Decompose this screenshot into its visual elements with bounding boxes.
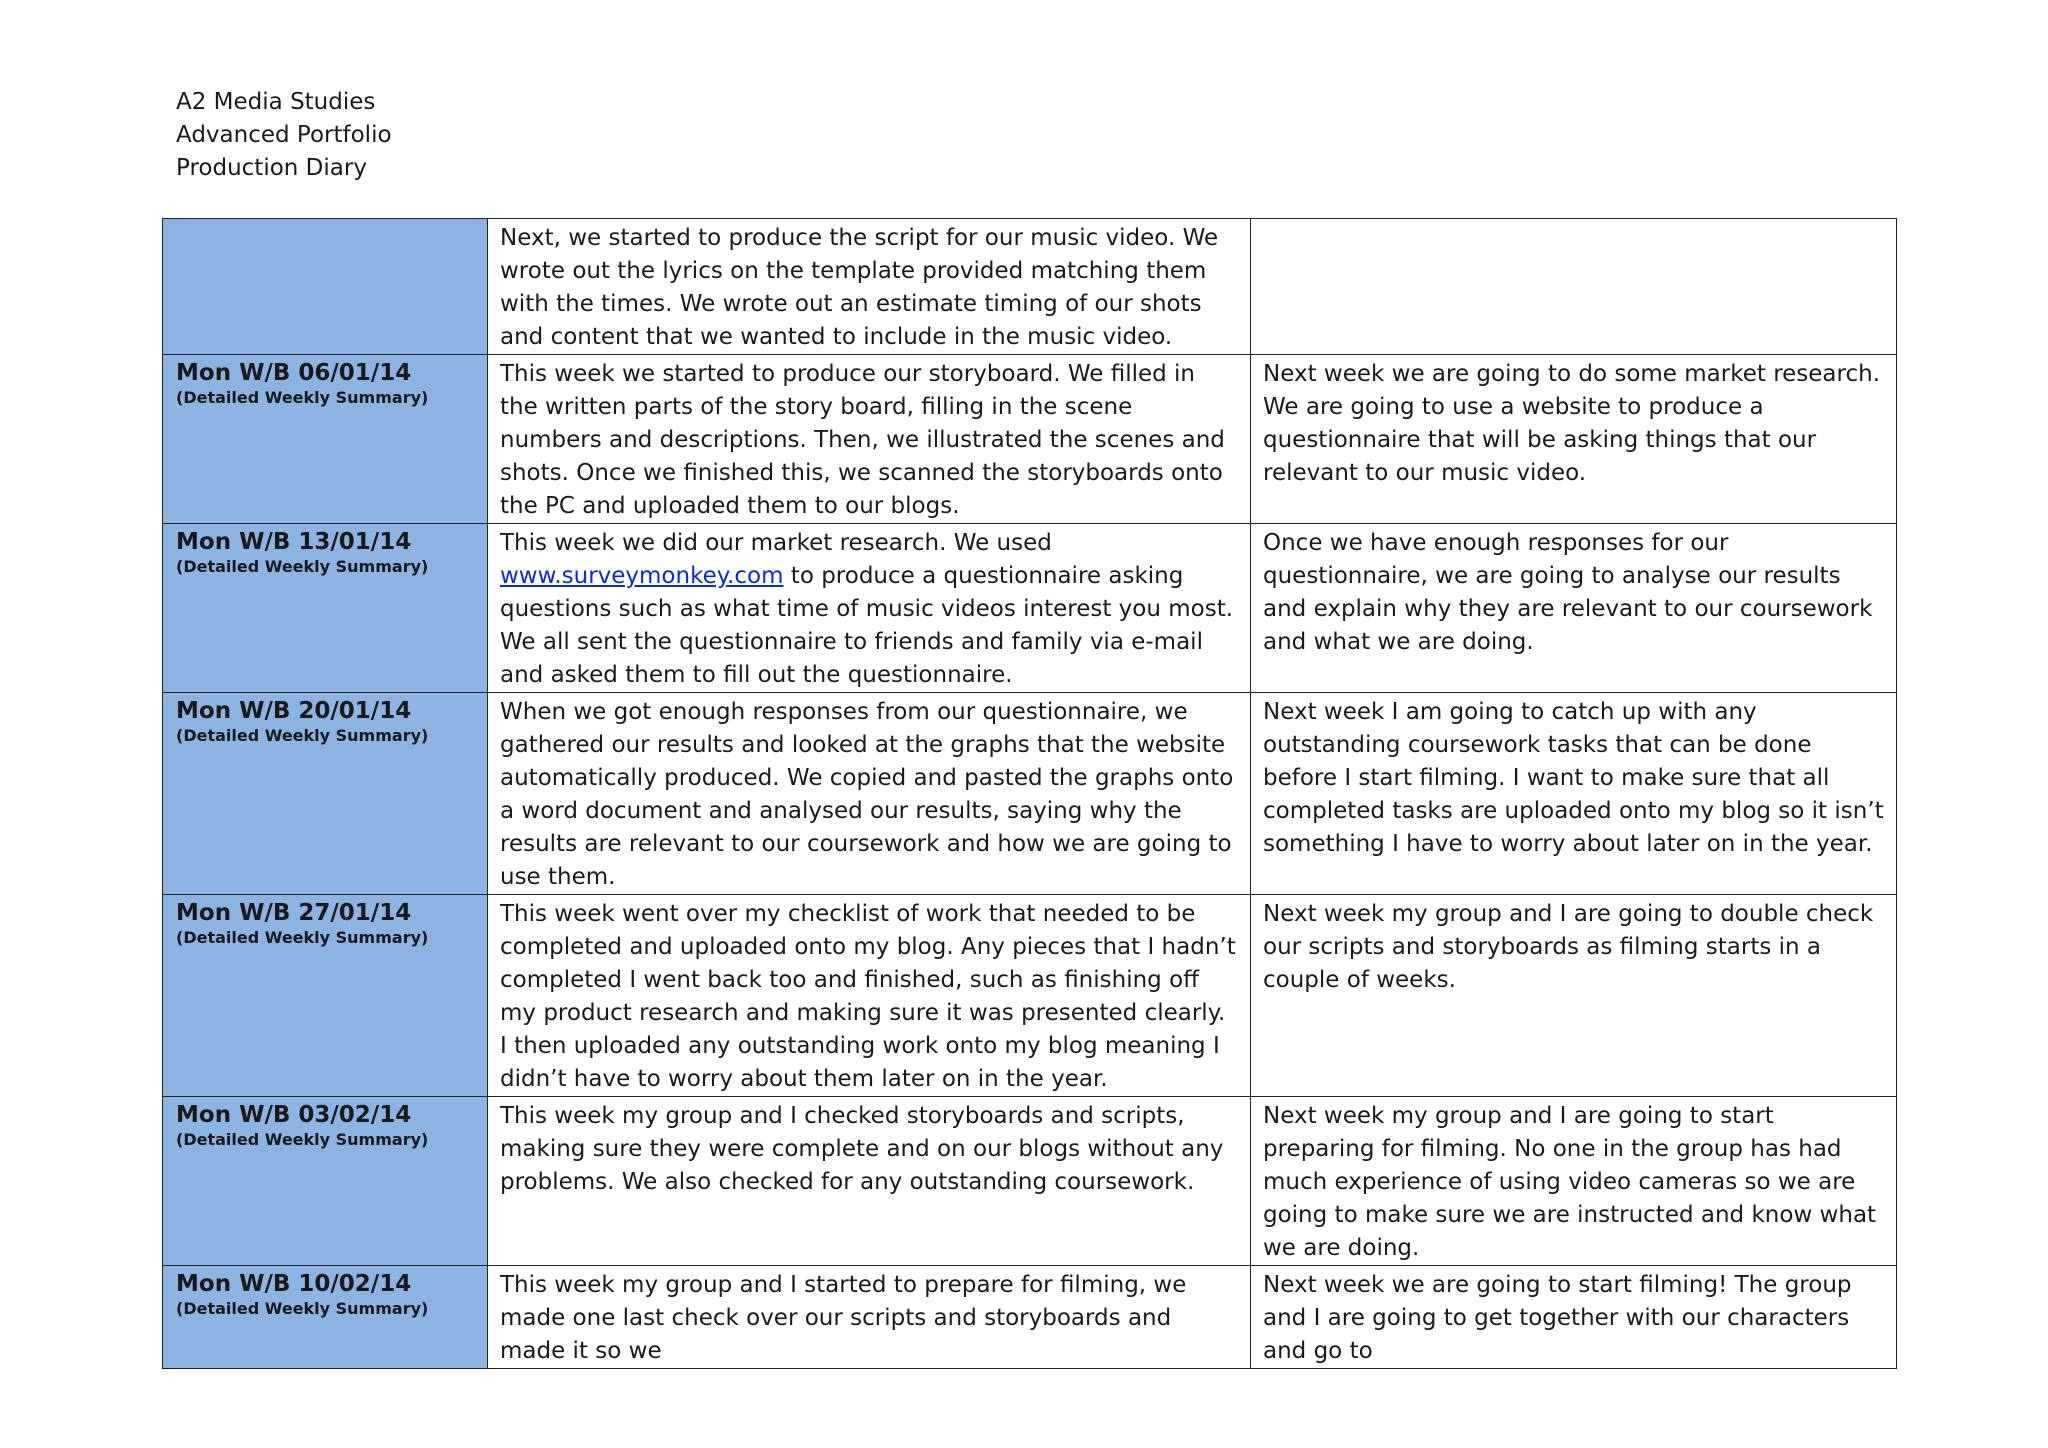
portfolio-title: Advanced Portfolio (176, 122, 392, 148)
week-subtitle: (Detailed Weekly Summary) (176, 1299, 429, 1318)
diary-title: Production Diary (176, 155, 367, 181)
table-row (163, 524, 1897, 693)
work-done-text-end: to produce a questionnaire asking questions such as what time of music videos interest you most. We all sent the questionnaire to friends and family via e-mail and asked them to fill out the questionnaire. (500, 563, 1234, 688)
table-row (163, 355, 1897, 524)
surveymonkey-link[interactable]: www.surveymonkey.com (500, 563, 784, 589)
next-week-cell: Next week my group and I are going to double check our scripts and storyboards as filming starts in a couple of weeks. (1251, 895, 1897, 1097)
work-done-cell: When we got enough responses from our questionnaire, we gathered our results and looked at the graphs that the website automatically produced. We copied and pasted the graphs onto a word document and analysed our results, saying why the results are relevant to our coursework and how we are going to use them. (488, 693, 1251, 895)
next-week-cell (1251, 219, 1897, 355)
week-date: Mon W/B 03/02/14 (176, 1102, 412, 1128)
work-done-cell: Next, we started to produce the script for our music video. We wrote out the lyrics on the template provided matching them with the times. We wrote out an estimate timing of our shots and content that we wanted to include in the music video. (488, 219, 1251, 355)
week-date: Mon W/B 13/01/14 (176, 529, 412, 555)
week-date: Mon W/B 20/01/14 (176, 698, 412, 724)
week-subtitle: (Detailed Weekly Summary) (176, 928, 429, 947)
week-subtitle: (Detailed Weekly Summary) (176, 388, 429, 407)
work-done-cell (488, 524, 1251, 693)
table-row (163, 1266, 1897, 1369)
work-done-cell: This week we started to produce our storyboard. We filled in the written parts of the story board, filling in the scene numbers and descriptions. Then, we illustrated the scenes and shots. Once we finished this, we scanned the storyboards onto the PC and uploaded them to our blogs. (488, 355, 1251, 524)
next-week-cell: Next week we are going to start filming! The group and I are going to get together with our characters and go to (1251, 1266, 1897, 1369)
table-row (163, 1097, 1897, 1266)
week-subtitle: (Detailed Weekly Summary) (176, 726, 429, 745)
date-cell (163, 1266, 488, 1369)
document-header (176, 86, 392, 185)
next-week-cell: Once we have enough responses for our questionnaire, we are going to analyse our results and explain why they are relevant to our coursework and what we are doing. (1251, 524, 1897, 693)
date-cell (163, 219, 488, 355)
table-row (163, 895, 1897, 1097)
week-date: Mon W/B 10/02/14 (176, 1271, 412, 1297)
week-date: Mon W/B 06/01/14 (176, 360, 412, 386)
table-row (163, 693, 1897, 895)
date-cell (163, 524, 488, 693)
date-cell (163, 355, 488, 524)
week-subtitle: (Detailed Weekly Summary) (176, 557, 429, 576)
table-row (163, 219, 1897, 355)
work-done-cell: This week my group and I checked storyboards and scripts, making sure they were complete and on our blogs without any problems. We also checked for any outstanding coursework. (488, 1097, 1251, 1266)
next-week-cell: Next week we are going to do some market research. We are going to use a website to produce a questionnaire that will be asking things that our relevant to our music video. (1251, 355, 1897, 524)
next-week-cell: Next week my group and I are going to start preparing for filming. No one in the group has had much experience of using video cameras so we are going to make sure we are instructed and know what we are doing. (1251, 1097, 1897, 1266)
work-done-cell: This week went over my checklist of work that needed to be completed and uploaded onto my blog. Any pieces that I hadn’t completed I went back too and finished, such as finishing off my product research and making sure it was presented clearly. I then uploaded any outstanding work onto my blog meaning I didn’t have to worry about them later on in the year. (488, 895, 1251, 1097)
date-cell (163, 1097, 488, 1266)
production-diary-table (162, 218, 1897, 1369)
week-date: Mon W/B 27/01/14 (176, 900, 412, 926)
week-subtitle: (Detailed Weekly Summary) (176, 1130, 429, 1149)
next-week-cell: Next week I am going to catch up with any outstanding coursework tasks that can be done before I start filming. I want to make sure that all completed tasks are uploaded onto my blog so it isn’t something I have to worry about later on in the year. (1251, 693, 1897, 895)
work-done-text-start: This week we did our market research. We used (500, 530, 1052, 556)
course-title: A2 Media Studies (176, 89, 376, 115)
date-cell (163, 693, 488, 895)
date-cell (163, 895, 488, 1097)
work-done-cell: This week my group and I started to prepare for filming, we made one last check over our scripts and storyboards and made it so we (488, 1266, 1251, 1369)
